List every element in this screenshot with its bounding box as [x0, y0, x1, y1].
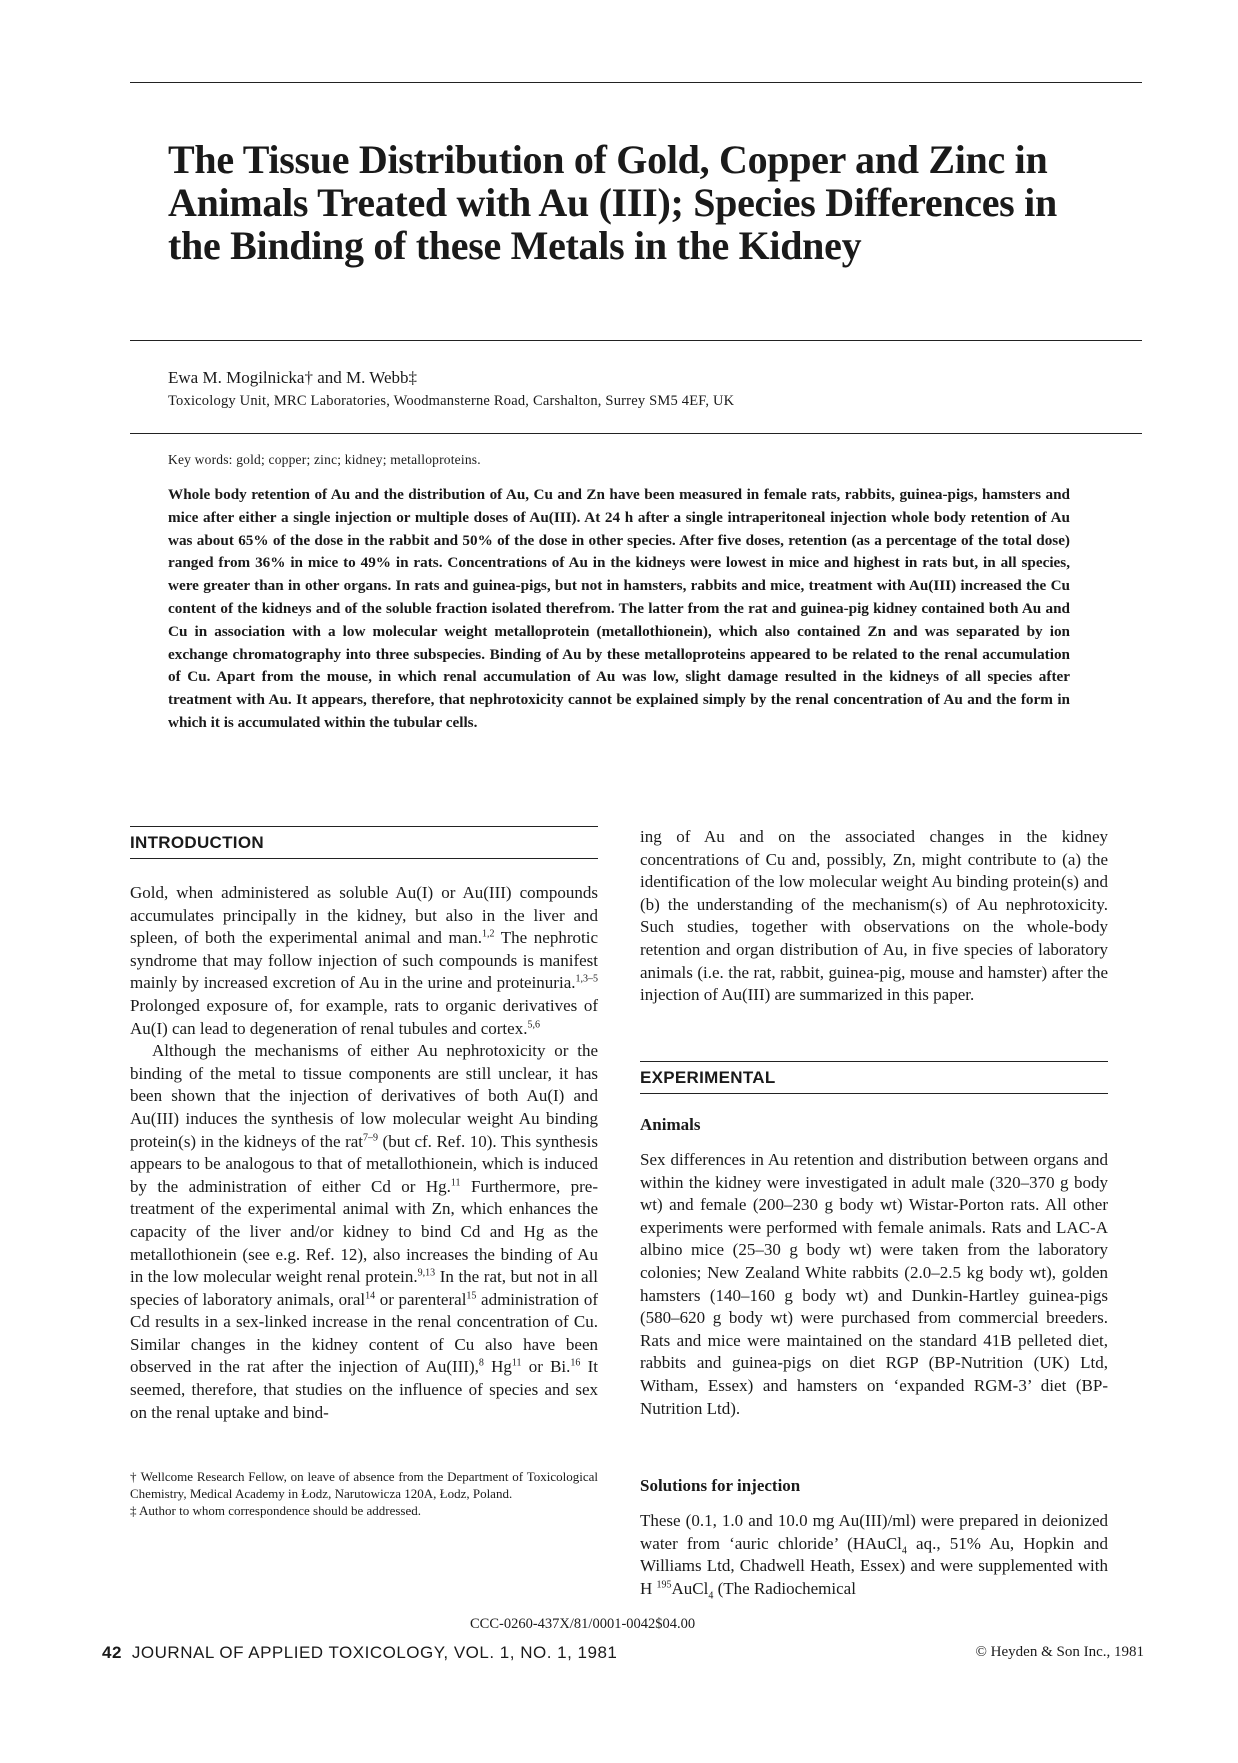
- keywords: Key words: gold; copper; zinc; kidney; metalloproteins.: [168, 452, 481, 467]
- footnote-dagger: † Wellcome Research Fellow, on leave of absence from the Department of Toxicological Chemistry, Medical Academy in Łodz, Narutowicza 120A, Łodz, Poland.: [130, 1469, 598, 1501]
- solutions-paragraph: These (0.1, 1.0 and 10.0 mg Au(III)/ml) were prepared in deionized water from ‘auric chloride’ (HAuCl$_4$ aq., 51% Au, Hopkin and Williams Ltd, Chadwell Heath, Essex) and were supplemented with H $^{195}$AuCl$_4$ (The Radiochemical: [640, 1511, 1108, 1602]
- footnotes: [130, 1468, 598, 1519]
- abstract: Whole body retention of Au and the distribution of Au, Cu and Zn have been measured in female rats, rabbits, guinea-pigs, hamsters and mice after either a single injection or multiple doses of Au(III). At 24 h after a single intraperitoneal injection whole body retention of Au was about 65% of the dose in the rabbit and 50% of the dose in other species. After five doses, retention (as a percentage of the total dose) ranged from 36% in mice to 49% in rats. Concentrations of Au in the kidneys were lowest in mice and highest in rats but, in all species, were greater than in other organs. In rats and guinea-pigs, but not in hamsters, rabbits and mice, treatment with Au(III) increased the Cu content of the kidneys and of the soluble fraction isolated therefrom. The latter from the rat and guinea-pig kidney contained both Au and Cu in association with a low molecular weight metalloprotein (metallothionein), which also contained Zn and was separated by ion exchange chromatography into three subspecies. Binding of Au by these metalloproteins appeared to be related to the renal accumulation of Cu. Apart from the mouse, in which renal accumulation of Au was low, slight damage resulted in the kidneys of all species after treatment with Au. It appears, therefore, that nephrotoxicity cannot be explained simply by the renal concentration of Au and the form in which it is accumulated within the tubular cells.: [168, 486, 1070, 731]
- introduction-column: [130, 882, 598, 1424]
- solutions-column: [640, 1510, 1108, 1600]
- solutions-heading: Solutions for injection: [640, 1476, 801, 1495]
- title-rule: [130, 340, 1142, 341]
- animals-heading: Animals: [640, 1115, 701, 1134]
- affiliation-rule: [130, 433, 1142, 434]
- authors: Ewa M. Mogilnicka† and M. Webb‡: [168, 368, 418, 387]
- article-title: The Tissue Distribution of Gold, Copper and Zinc in Animals Treated with Au (III); Species Differences in the Binding of these Metals in the Kidney: [168, 137, 1057, 268]
- introduction-paragraph-2: Although the mechanisms of either Au nephrotoxicity or the binding of the metal to tissue components are still unclear, it has been shown that the injection of derivatives of both Au(I) and Au(III) induces the synthesis of low molecular weight Au binding protein(s) in the kidneys of the rat$^{7-9}$ (but cf. Ref. 10). This synthesis appears to be analogous to that of metallothionein, which is induced by the administration of either Cd or Hg.$^{11}$ Furthermore, pre-treatment of the experimental animal with Zn, which enhances the capacity of the liver and/or kidney to bind Cd and Hg as the metallothionein (see e.g. Ref. 12), also increases the binding of Au in the low molecular weight renal protein.$^{9,13}$ In the rat, but not in all species of laboratory animals, oral$^{14}$ or parenteral$^{15}$ administration of Cd results in a sex-linked increase in the renal concentration of Cu. Similar changes in the kidney content of Cu also have been observed in the rat after the injection of Au(III),$^8$ Hg$^{11}$ or Bi.$^{16}$ It seemed, therefore, that studies on the influence of species and sex on the renal uptake and bind-: [130, 1041, 598, 1422]
- page-number: 42: [102, 1643, 122, 1662]
- footnote-double-dagger: ‡ Author to whom correspondence should be addressed.: [130, 1503, 421, 1518]
- introduction-paragraph-1: Gold, when administered as soluble Au(I) or Au(III) compounds accumulates principally in the kidney, but also in the liver and spleen, of both the experimental animal and man.$^{1,2}$ The nephrotic syndrome that may follow injection of such compounds is manifest mainly by increased excretion of Au in the urine and proteinuria.$^{1,3-5}$ Prolonged exposure of, for example, rats to organic derivatives of Au(I) can lead to degeneration of renal tubules and cortex.$^{5,6}$: [130, 883, 598, 1038]
- copyright: © Heyden & Son Inc., 1981: [975, 1644, 1144, 1660]
- introduction-paragraph-3: ing of Au and on the associated changes in the kidney concentrations of Cu and, possibly, Zn, might contribute to (a) the identification of the low molecular weight Au binding protein(s) and (b) the understanding of the mechanism(s) of Au nephrotoxicity. Such studies, together with observations on the whole-body retention and organ distribution of Au, in five species of laboratory animals (i.e. the rat, rabbit, guinea-pig, mouse and hamster) after the injection of Au(III) are summarized in this paper.: [640, 827, 1108, 1005]
- article-code: CCC-0260-437X/81/0001-0042$04.00: [470, 1616, 696, 1632]
- top-rule: [130, 82, 1142, 83]
- introduction-heading: INTRODUCTION: [130, 826, 598, 859]
- introduction-continued: [640, 826, 1108, 1007]
- affiliation: Toxicology Unit, MRC Laboratories, Woodmansterne Road, Carshalton, Surrey SM5 4EF, UK: [168, 393, 735, 409]
- animals-column: [640, 1149, 1108, 1420]
- journal-footer: [102, 1643, 617, 1663]
- journal-name: JOURNAL OF APPLIED TOXICOLOGY, VOL. 1, NO. 1, 1981: [131, 1643, 618, 1662]
- animals-paragraph: Sex differences in Au retention and distribution between organs and within the kidney were investigated in adult male (320–370 g body wt) and female (200–230 g body wt) Wistar-Porton rats. All other experiments were performed with female animals. Rats and LAC-A albino mice (25–30 g body wt) were taken from the laboratory colonies; New Zealand White rabbits (2.0–2.5 kg body wt), golden hamsters (140–160 g body wt) and Dunkin-Hartley guinea-pigs (580–620 g body wt) were purchased from commercial breeders. Rats and mice were maintained on the standard 41B pelleted diet, rabbits and guinea-pigs on diet RGP (BP-Nutrition (UK) Ltd, Witham, Essex) and hamsters on ‘expanded RGM-3’ diet (BP-Nutrition Ltd).: [640, 1150, 1108, 1418]
- experimental-heading: EXPERIMENTAL: [640, 1061, 1108, 1094]
